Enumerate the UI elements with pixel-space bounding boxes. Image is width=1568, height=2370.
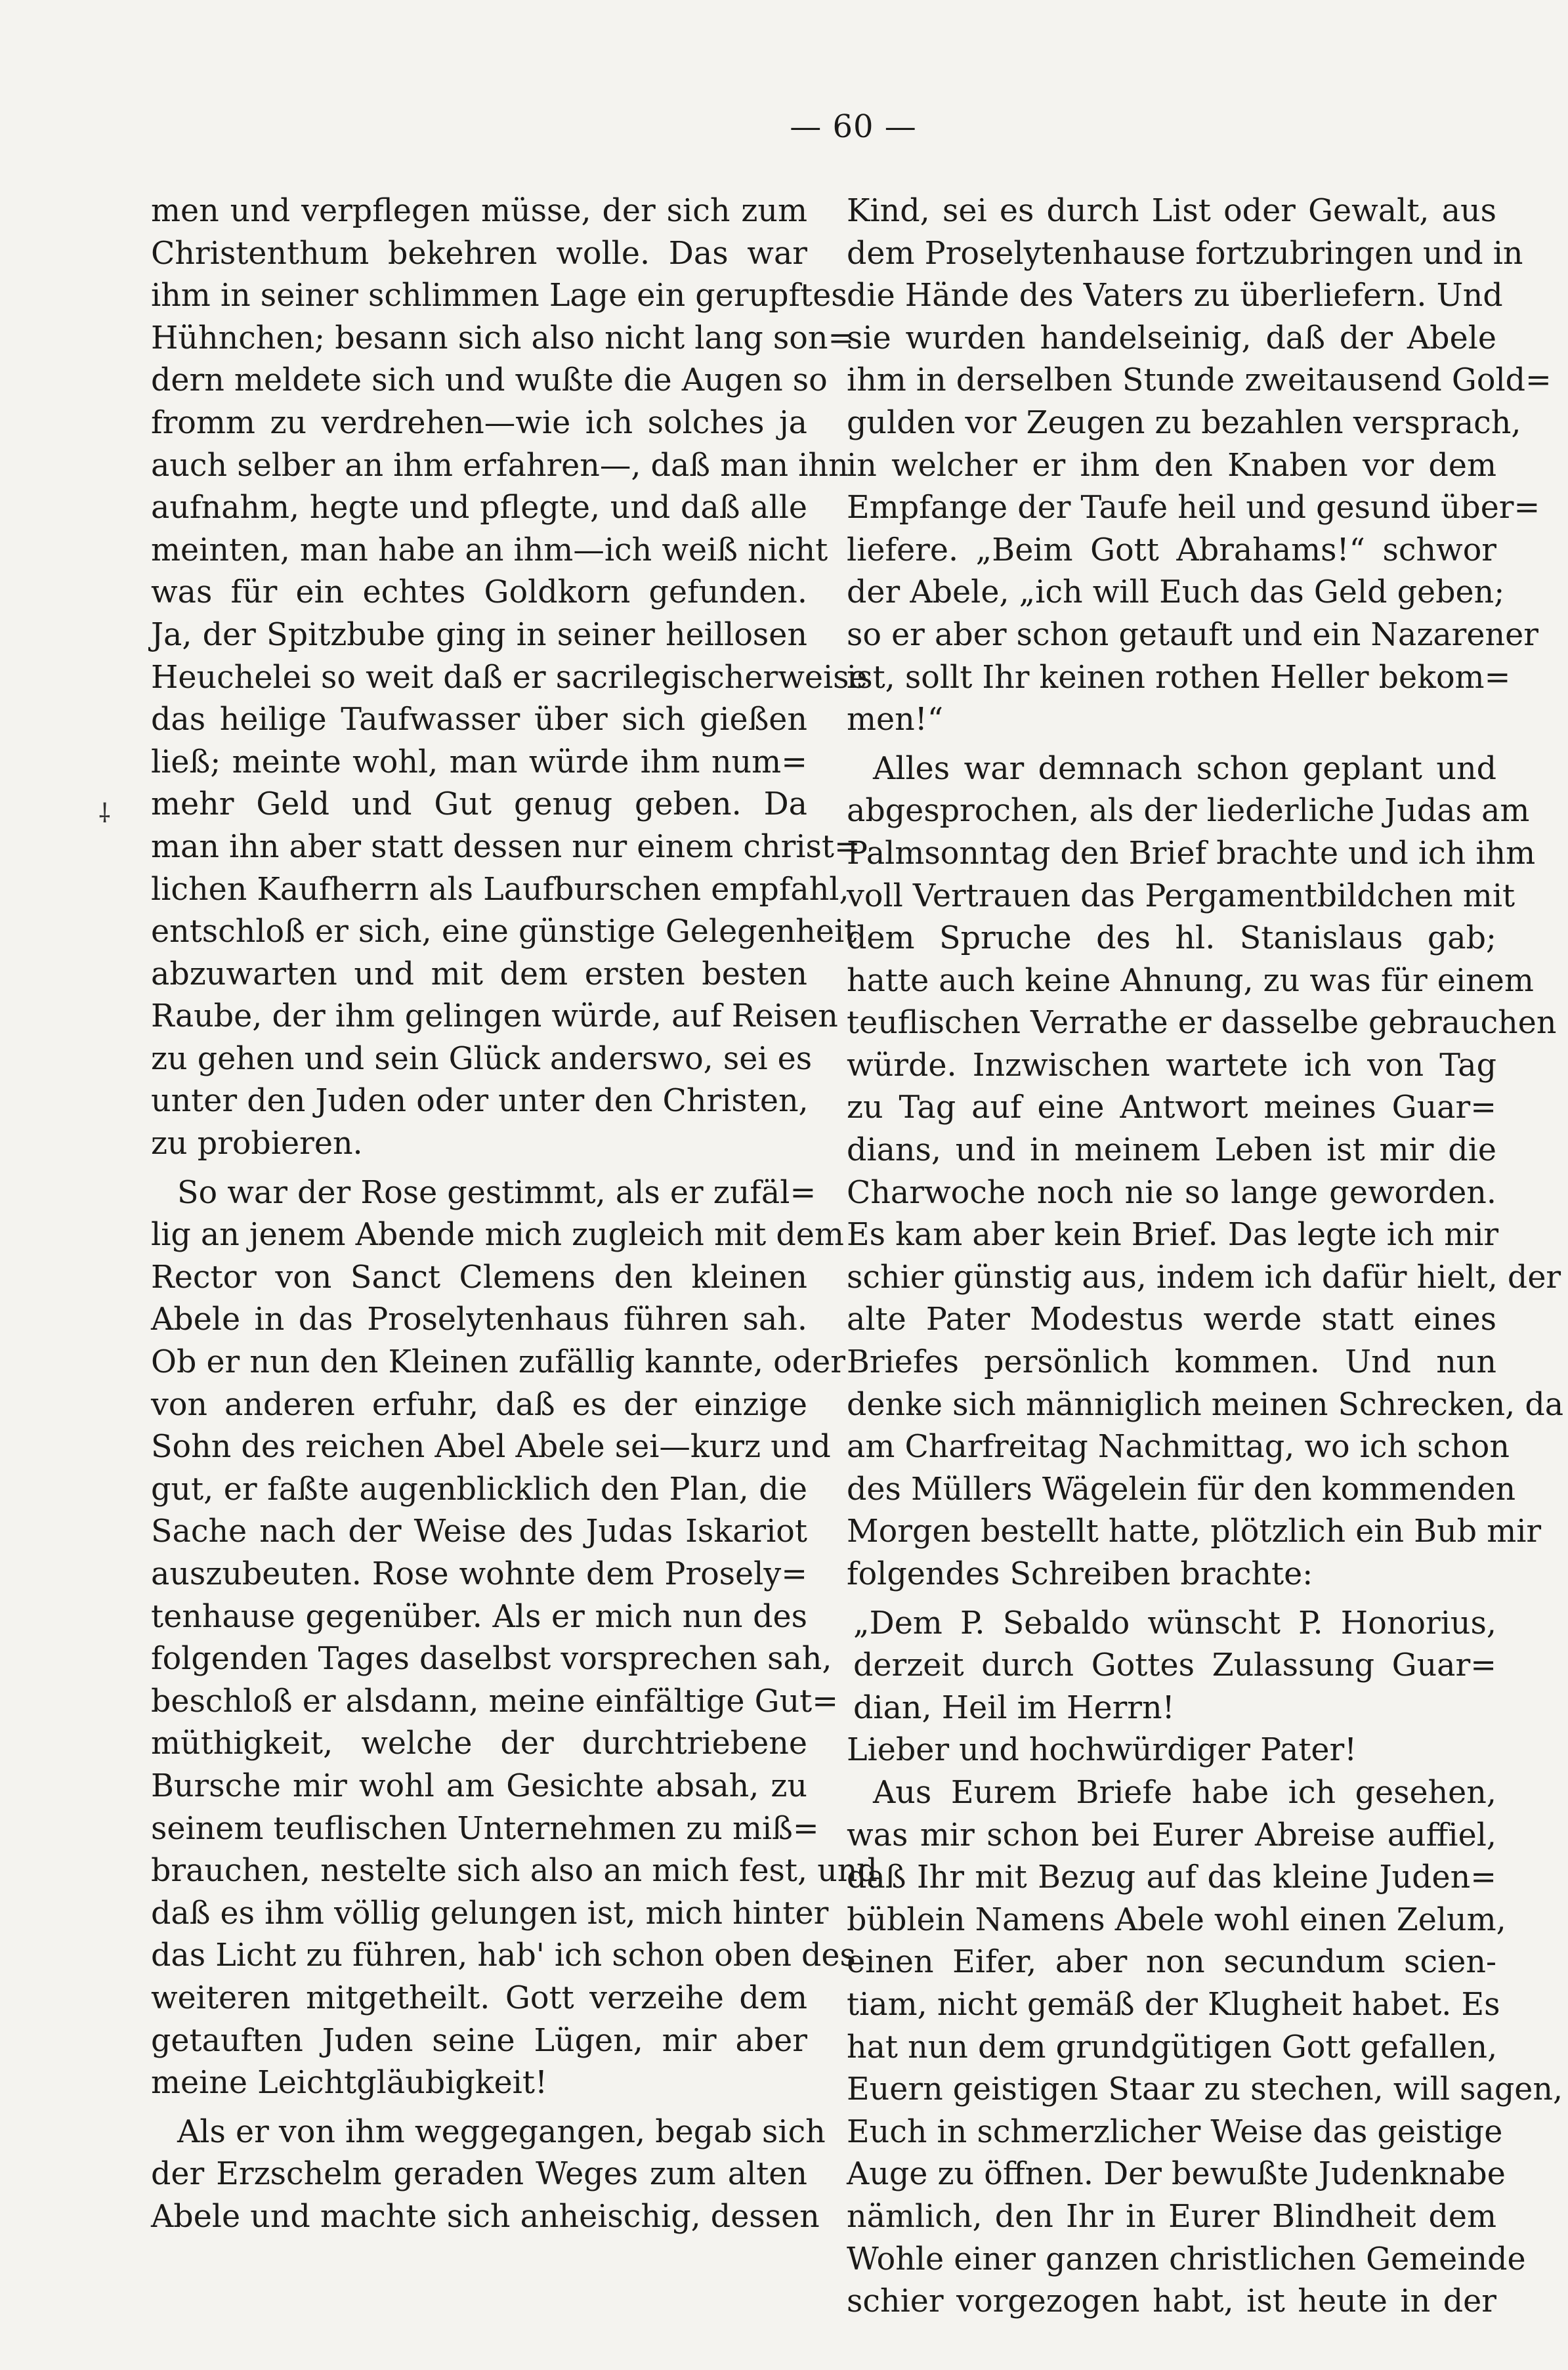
- text-line: Palmsonntag den Brief brachte und ich ihm: [847, 835, 1536, 872]
- text-line: gulden vor Zeugen zu bezahlen versprach,: [847, 404, 1521, 441]
- left-column: [151, 190, 878, 2239]
- text-line: Euern geistigen Staar zu stechen, will sagen,: [847, 2071, 1563, 2108]
- text-line: dem Proselytenhause fortzubringen und in: [847, 235, 1523, 272]
- text-line: fromm zu verdrehen—wie ich solches ja: [151, 404, 807, 441]
- text-line: büblein Namens Abele wohl einen Zelum,: [847, 1901, 1506, 1938]
- text-line: aufnahm, hegte und pflegte, und daß alle: [151, 490, 807, 526]
- text-line: so er aber schon getauft und ein Nazarener: [847, 616, 1538, 653]
- text-line: die Hände des Vaters zu überliefern. Und: [847, 278, 1503, 314]
- text-line: was für ein echtes Goldkorn gefunden.: [151, 574, 807, 611]
- text-line: lichen Kaufherrn als Laufburschen empfahl,: [151, 871, 849, 908]
- text-line: Christenthum bekehren wolle. Das war: [151, 235, 807, 272]
- text-line: ist, sollt Ihr keinen rothen Heller bekom=: [847, 659, 1511, 696]
- text-line: tenhause gegenüber. Als er mich nun des: [151, 1598, 807, 1635]
- text-line: gut, er faßte augenblicklich den Plan, die: [151, 1471, 807, 1508]
- right-column: [847, 190, 1564, 2323]
- text-line: zu probieren.: [151, 1126, 363, 1162]
- text-line: Auge zu öffnen. Der bewußte Judenknabe: [847, 2156, 1506, 2193]
- text-line: entschloß er sich, eine günstige Gelegenheit: [151, 914, 857, 950]
- text-line: folgenden Tages daselbst vorsprechen sah,: [151, 1641, 832, 1678]
- text-line: Sohn des reichen Abel Abele sei—kurz und: [151, 1429, 831, 1466]
- text-line: meine Leichtgläubigkeit!: [151, 2065, 548, 2102]
- text-line: denke sich männiglich meinen Schrecken, da: [847, 1386, 1564, 1423]
- text-line: auszubeuten. Rose wohnte dem Prosely=: [151, 1556, 807, 1592]
- text-line: würde. Inzwischen wartete ich von Tag: [847, 1047, 1496, 1084]
- text-line: in welcher er ihm den Knaben vor dem: [847, 447, 1496, 484]
- text-line: Rector von Sanct Clemens den kleinen: [151, 1259, 807, 1296]
- text-line: seinem teuflischen Unternehmen zu miß=: [151, 1810, 819, 1847]
- text-line: alte Pater Modestus werde statt eines: [847, 1301, 1496, 1338]
- text-line: mehr Geld und Gut genug geben. Da: [151, 786, 807, 823]
- text-line: Wohle einer ganzen christlichen Gemeinde: [847, 2241, 1526, 2277]
- text-line: unter den Juden oder unter den Christen,: [151, 1083, 809, 1120]
- text-line: Ob er nun den Kleinen zufällig kannte, oder: [151, 1344, 845, 1381]
- text-line: Als er von ihm weggegangen, begab sich: [177, 2113, 826, 2150]
- paragraph: [151, 2111, 826, 2239]
- paragraph: [847, 748, 1564, 1596]
- text-line: Sache nach der Weise des Judas Iskariot: [151, 1513, 807, 1550]
- text-line: zu gehen und sein Glück anderswo, sei es: [151, 1040, 813, 1077]
- text-line: Raube, der ihm gelingen würde, auf Reisen: [151, 998, 838, 1035]
- text-line: voll Vertrauen das Pergamentbildchen mit: [847, 878, 1515, 914]
- text-line: folgendes Schreiben brachte:: [847, 1556, 1313, 1592]
- text-line: liefere. „Beim Gott Abrahams!“ schwor: [847, 532, 1496, 568]
- text-line: zu Tag auf eine Antwort meines Guar=: [847, 1090, 1496, 1126]
- text-line: dian, Heil im Herrn!: [853, 1689, 1175, 1726]
- text-line: Charwoche noch nie so lange geworden.: [847, 1174, 1496, 1211]
- text-line: müthigkeit, welche der durchtriebene: [151, 1725, 807, 1762]
- text-line: lig an jenem Abende mich zugleich mit dem: [151, 1217, 844, 1254]
- text-line: hatte auch keine Ahnung, zu was für einem: [847, 962, 1534, 999]
- text-line: Heuchelei so weit daß er sacrilegischerweise: [151, 659, 868, 696]
- text-line: Bursche mir wohl am Gesichte absah, zu: [151, 1767, 807, 1804]
- text-line: beschloß er alsdann, meine einfältige Gut=: [151, 1683, 839, 1720]
- salutation: [847, 1729, 1496, 1772]
- text-line: weiteren mitgetheilt. Gott verzeihe dem: [151, 1979, 807, 2016]
- text-line: Lieber und hochwürdiger Pater!: [847, 1732, 1357, 1769]
- text-line: Empfange der Taufe heil und gesund über=: [847, 490, 1540, 526]
- text-line: nämlich, den Ihr in Eurer Blindheit dem: [847, 2198, 1496, 2235]
- text-line: einen Eifer, aber non secundum scien-: [847, 1944, 1496, 1981]
- text-line: ließ; meinte wohl, man würde ihm num=: [151, 744, 807, 780]
- paragraph: [847, 190, 1552, 742]
- text-line: sie wurden handelseinig, daß der Abele: [847, 320, 1496, 356]
- text-line: das heilige Taufwasser über sich gießen: [151, 702, 807, 738]
- page-number: — 60 —: [790, 108, 917, 145]
- text-line: abgesprochen, als der liederliche Judas am: [847, 793, 1530, 830]
- letter-header: [847, 1603, 1496, 1730]
- text-line: teuflischen Verrathe er dasselbe gebrauchen: [847, 1005, 1557, 1042]
- text-line: schier günstig aus, indem ich dafür hielt, der: [847, 1259, 1561, 1296]
- text-line: auch selber an ihm erfahren—, daß man ihn: [151, 447, 849, 484]
- text-line: am Charfreitag Nachmittag, wo ich schon: [847, 1429, 1510, 1466]
- text-line: men und verpflegen müsse, der sich zum: [151, 193, 807, 229]
- text-line: Briefes persönlich kommen. Und nun: [847, 1344, 1496, 1381]
- text-line: was mir schon bei Eurer Abreise auffiel,: [847, 1817, 1496, 1853]
- text-line: man ihn aber statt dessen nur einem christ=: [151, 828, 860, 865]
- text-line: hat nun dem grundgütigen Gott gefallen,: [847, 2029, 1498, 2065]
- text-line: dern meldete sich und wußte die Augen so: [151, 362, 828, 399]
- text-line: ihm in derselben Stunde zweitausend Gold=: [847, 362, 1552, 399]
- text-line: ihm in seiner schlimmen Lage ein gerupftes: [151, 278, 847, 314]
- text-line: meinten, man habe an ihm—ich weiß nicht: [151, 532, 828, 568]
- text-line: Abele in das Proselytenhaus führen sah.: [151, 1301, 807, 1338]
- text-line: schier vorgezogen habt, ist heute in der: [847, 2283, 1496, 2320]
- text-line: dem Spruche des hl. Stanislaus gab;: [847, 920, 1496, 957]
- margin-mark: ⸸: [98, 799, 111, 829]
- text-line: daß Ihr mit Bezug auf das kleine Juden=: [847, 1859, 1496, 1896]
- text-line: brauchen, nestelte sich also an mich fest, und: [151, 1853, 878, 1890]
- text-line: Morgen bestellt hatte, plötzlich ein Bub mir: [847, 1513, 1542, 1550]
- text-line: Ja, der Spitzbube ging in seiner heillosen: [151, 616, 807, 653]
- letter-body: [847, 1772, 1563, 2323]
- text-line: Es kam aber kein Brief. Das legte ich mir: [847, 1217, 1499, 1254]
- paragraph: [151, 1172, 878, 2105]
- text-line: dians, und in meinem Leben ist mir die: [847, 1132, 1496, 1169]
- text-line: Aus Eurem Briefe habe ich gesehen,: [873, 1774, 1496, 1811]
- text-line: der Erzschelm geraden Weges zum alten: [151, 2156, 807, 2193]
- text-line: Euch in schmerzlicher Weise das geistige: [847, 2113, 1503, 2150]
- text-line: Abele und machte sich anheischig, dessen: [151, 2198, 820, 2235]
- text-line: Hühnchen; besann sich also nicht lang son=: [151, 320, 855, 356]
- text-line: men!“: [847, 702, 944, 738]
- text-line: Alles war demnach schon geplant und: [873, 750, 1496, 787]
- text-line: derzeit durch Gottes Zulassung Guar=: [853, 1647, 1496, 1684]
- text-line: des Müllers Wägelein für den kommenden: [847, 1471, 1516, 1508]
- text-line: daß es ihm völlig gelungen ist, mich hinter: [151, 1895, 829, 1932]
- text-line: „Dem P. Sebaldo wünscht P. Honorius,: [853, 1605, 1496, 1641]
- text-line: tiam, nicht gemäß der Klugheit habet. Es: [847, 1986, 1500, 2023]
- text-line: getauften Juden seine Lügen, mir aber: [151, 2022, 807, 2059]
- text-line: So war der Rose gestimmt, als er zufäl=: [177, 1174, 816, 1211]
- text-line: abzuwarten und mit dem ersten besten: [151, 956, 807, 992]
- text-line: das Licht zu führen, hab' ich schon oben des: [151, 1937, 856, 1974]
- text-line: der Abele, „ich will Euch das Geld geben;: [847, 574, 1505, 611]
- paragraph: [151, 190, 868, 1166]
- text-line: Kind, sei es durch List oder Gewalt, aus: [847, 193, 1496, 229]
- text-line: von anderen erfuhr, daß es der einzige: [151, 1386, 807, 1423]
